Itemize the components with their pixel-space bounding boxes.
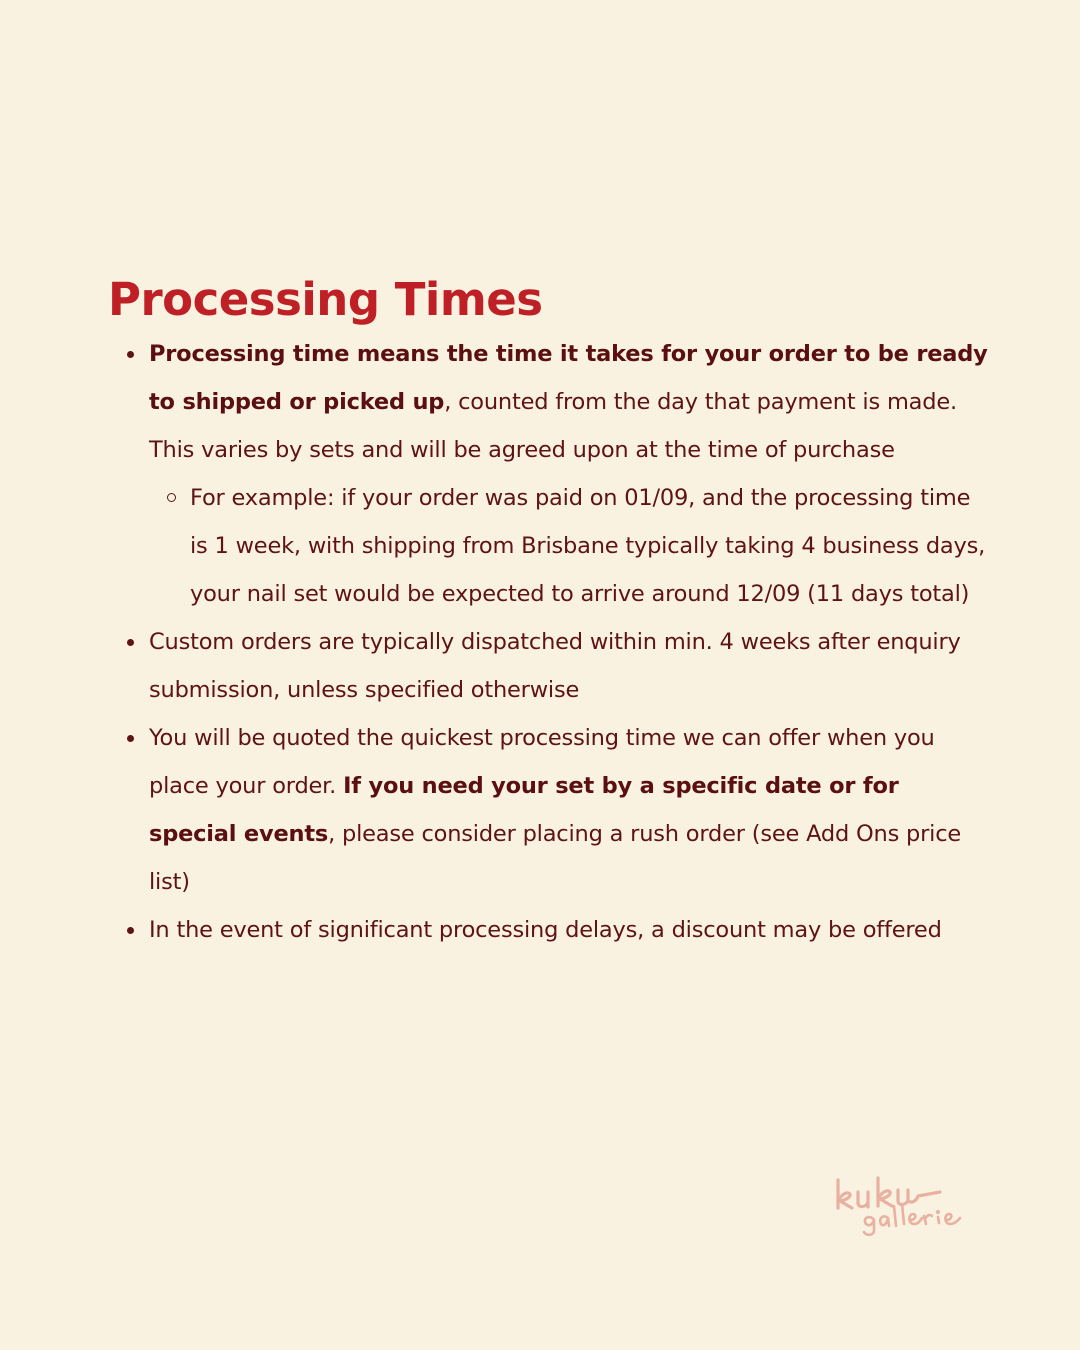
- content: [108, 270, 988, 954]
- item-text: , please consider placing a rush order (see Add Ons price list): [149, 821, 962, 895]
- list-item: [149, 618, 988, 714]
- page-title: Processing Times: [108, 273, 543, 326]
- processing-list: [108, 330, 988, 954]
- sub-list: [149, 474, 988, 618]
- item-bold-text: Processing time means the time it takes for your order to be ready to shipped or picked up: [149, 341, 988, 415]
- kuku-gallerie-logo: [826, 1170, 976, 1240]
- item-text: In the event of significant processing delays, a discount may be offered: [149, 917, 942, 943]
- list-item: [149, 906, 988, 954]
- item-text: Custom orders are typically dispatched within min. 4 weeks after enquiry submission, unless specified otherwise: [149, 629, 961, 703]
- list-item: [149, 714, 988, 906]
- item-text: You will be quoted the quickest processing time we can offer when you place your order.: [149, 725, 935, 799]
- item-bold-text: If you need your set by a specific date or for special events: [149, 773, 899, 847]
- item-text: , counted from the day that payment is made. This varies by sets and will be agreed upon at the time of purchase: [149, 389, 957, 463]
- list-item: [149, 330, 988, 618]
- sub-list-item: For example: if your order was paid on 01/09, and the processing time is 1 week, with shipping from Brisbane typically taking 4 business days, your nail set would be expected to arrive around 12/09 (11 days total): [190, 474, 988, 618]
